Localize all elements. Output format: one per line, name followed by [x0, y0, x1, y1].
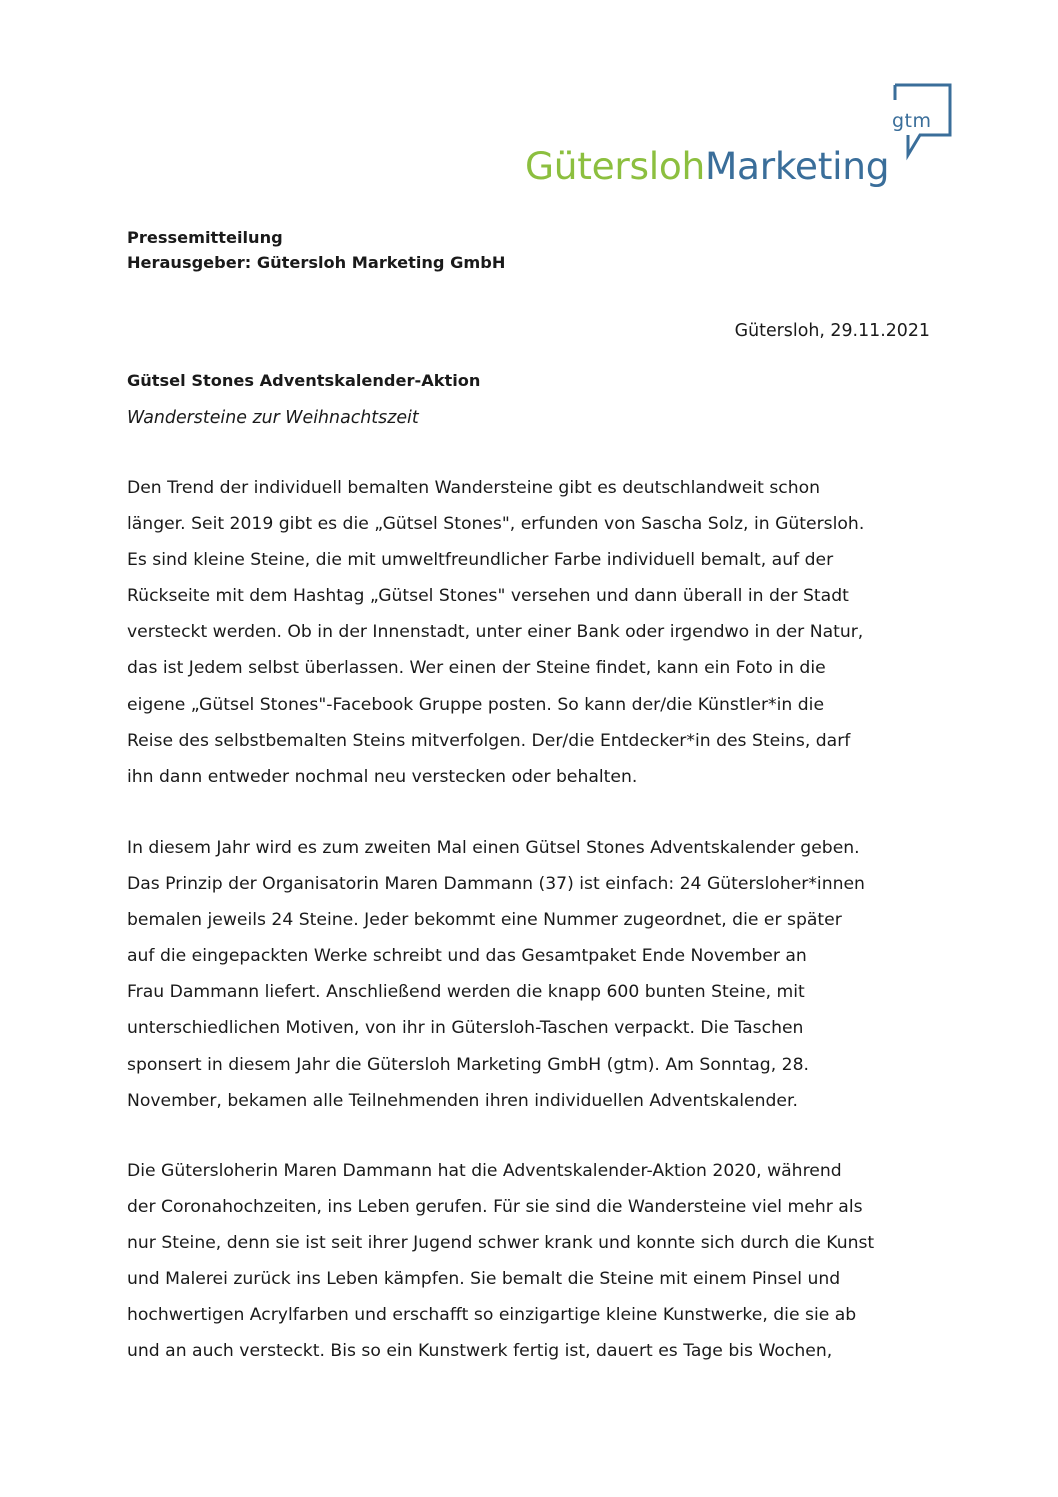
- paragraph-line: eigene „Gütsel Stones"-Facebook Gruppe posten. So kann der/die Künstler*in die: [127, 694, 825, 715]
- logo-wordmark-part2: Marketing: [705, 144, 890, 188]
- paragraph-line: Es sind kleine Steine, die mit umweltfreundlicher Farbe individuell bemalt, auf der: [127, 550, 834, 571]
- paragraph-3: [127, 1153, 939, 1370]
- logo-wordmark-part1: Gütersloh: [525, 144, 705, 188]
- subheadline: Wandersteine zur Weihnachtszeit: [127, 408, 419, 428]
- paragraph-line: November, bekamen alle Teilnehmenden ihren individuellen Adventskalender.: [127, 1090, 798, 1111]
- paragraph-line: und an auch versteckt. Bis so ein Kunstwerk fertig ist, dauert es Tage bis Wochen,: [127, 1341, 833, 1362]
- paragraph-line: Frau Dammann liefert. Anschließend werden die knapp 600 bunten Steine, mit: [127, 982, 805, 1003]
- paragraph-line: Reise des selbstbemalten Steins mitverfolgen. Der/die Entdecker*in des Steins, darf: [127, 730, 851, 751]
- paragraph-line: versteckt werden. Ob in der Innenstadt, unter einer Bank oder irgendwo in der Natur,: [127, 622, 864, 643]
- paragraph-line: sponsert in diesem Jahr die Gütersloh Marketing GmbH (gtm). Am Sonntag, 28.: [127, 1054, 809, 1075]
- paragraph-line: nur Steine, denn sie ist seit ihrer Jugend schwer krank und konnte sich durch die Kunst: [127, 1233, 875, 1254]
- paragraph-line: bemalen jeweils 24 Steine. Jeder bekommt eine Nummer zugeordnet, die er später: [127, 910, 842, 931]
- logo-wordmark: [525, 144, 890, 188]
- paragraph-line: Rückseite mit dem Hashtag „Gütsel Stones" versehen und dann überall in der Stadt: [127, 586, 849, 607]
- paragraph-line: der Coronahochzeiten, ins Leben gerufen. Für sie sind die Wandersteine viel mehr als: [127, 1197, 863, 1218]
- paragraph-line: auf die eingepackten Werke schreibt und das Gesamtpaket Ende November an: [127, 946, 807, 967]
- paragraph-1: [127, 470, 939, 795]
- logo-badge-text: gtm: [892, 110, 932, 132]
- date-line: Gütersloh, 29.11.2021: [734, 321, 930, 341]
- paragraph-line: Das Prinzip der Organisatorin Maren Dammann (37) ist einfach: 24 Gütersloher*innen: [127, 874, 865, 895]
- headline: Gütsel Stones Adventskalender-Aktion: [127, 371, 481, 390]
- publisher-label: Herausgeber: Gütersloh Marketing GmbH: [127, 253, 506, 272]
- paragraph-line: länger. Seit 2019 gibt es die „Gütsel Stones", erfunden von Sascha Solz, in Gütersloh.: [127, 514, 865, 535]
- press-release-label: Pressemitteilung: [127, 228, 283, 247]
- paragraph-line: Die Gütersloherin Maren Dammann hat die Adventskalender-Aktion 2020, während: [127, 1161, 842, 1181]
- paragraph-line: ihn dann entweder nochmal neu verstecken oder behalten.: [127, 766, 638, 787]
- gtm-logo: [520, 80, 960, 200]
- paragraph-line: Den Trend der individuell bemalten Wandersteine gibt es deutschlandweit schon: [127, 478, 821, 498]
- paragraph-line: unterschiedlichen Motiven, von ihr in Gütersloh-Taschen verpackt. Die Taschen: [127, 1018, 804, 1039]
- paragraph-line: hochwertigen Acrylfarben und erschafft so einzigartige kleine Kunstwerke, die sie ab: [127, 1305, 857, 1326]
- paragraph-2: [127, 830, 939, 1119]
- paragraph-line: und Malerei zurück ins Leben kämpfen. Sie bemalt die Steine mit einem Pinsel und: [127, 1269, 841, 1290]
- paragraph-line: das ist Jedem selbst überlassen. Wer einen der Steine findet, kann ein Foto in die: [127, 658, 826, 679]
- paragraph-line: In diesem Jahr wird es zum zweiten Mal einen Gütsel Stones Adventskalender geben.: [127, 838, 860, 858]
